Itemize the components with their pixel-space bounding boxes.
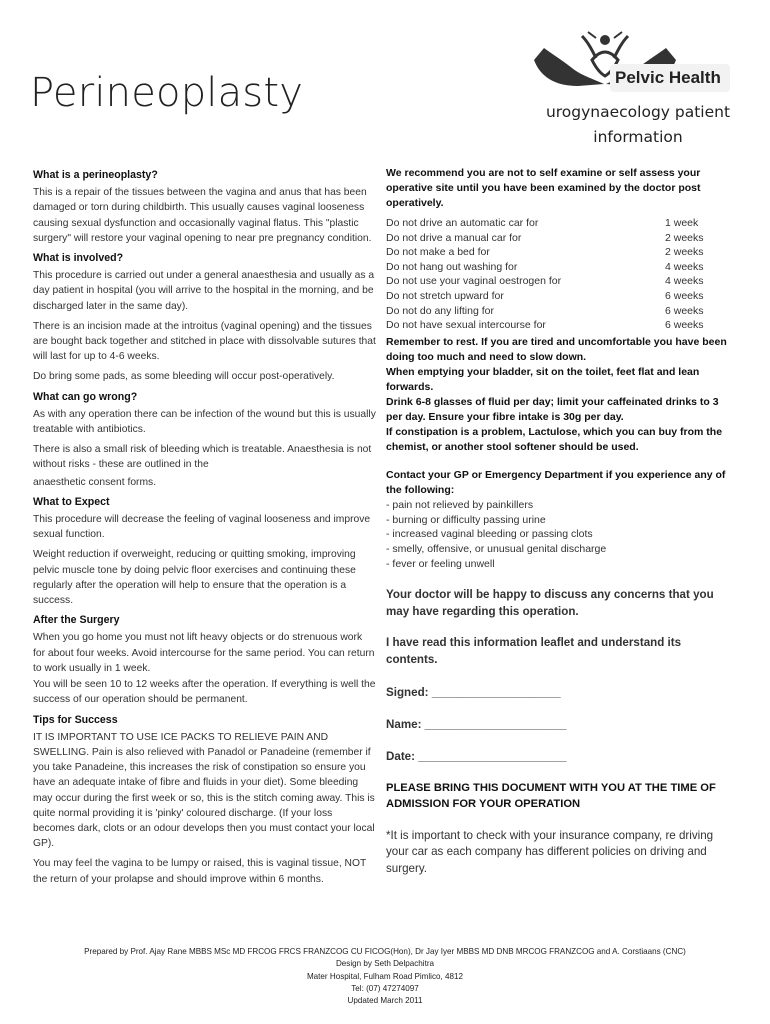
left-column — [33, 168, 376, 892]
right-column — [386, 166, 731, 877]
list-item: - pain not relieved by painkillers — [386, 498, 534, 511]
advice-text: When emptying your bladder, sit on the toilet, feet flat and lean forwards. — [386, 365, 700, 393]
list-item — [386, 304, 731, 319]
list-item — [386, 289, 731, 304]
restriction-text: Do not have sexual intercourse for — [386, 319, 546, 332]
restriction-time: 6 weeks — [665, 289, 704, 302]
list-item — [386, 216, 731, 231]
subtitle-line: information — [593, 128, 683, 146]
footer-line: Updated March 2011 — [347, 996, 423, 1006]
paragraph: When you go home you must not lift heavy objects or do strenuous work for about four weeks. Avoid intercourse for the same period. You can return to work usually in 1 week. — [33, 632, 375, 674]
restriction-text: Do not make a bed for — [386, 246, 490, 259]
section-heading: After the Surgery — [33, 614, 120, 627]
paragraph: This is a repair of the tissues between the vagina and anus that has been damaged or torn during childbirth. This usually causes vaginal looseness causing sexual dysfunction and occasionally vaginal flatus. This "plastic surgery" will restore your vaginal opening to near pre pregnancy condition. — [33, 187, 372, 244]
paragraph: This procedure will decrease the feeling of vaginal looseness and improve sexual function. — [33, 514, 371, 541]
restriction-text: Do not stretch upward for — [386, 289, 504, 302]
restriction-text: Do not drive an automatic car for — [386, 217, 539, 229]
bring-document-note: PLEASE BRING THIS DOCUMENT WITH YOU AT THE TIME OF ADMISSION FOR YOUR OPERATION — [386, 781, 716, 810]
list-item: - increased vaginal bleeding or passing clots — [386, 528, 593, 541]
symptoms-list — [386, 498, 731, 572]
subtitle-line: urogynaecology patient — [545, 103, 731, 121]
list-item — [386, 245, 731, 260]
list-item — [386, 231, 731, 246]
pelvic-health-logo-icon — [526, 24, 736, 104]
restriction-time: 6 weeks — [665, 304, 704, 317]
paragraph: You will be seen 10 to 12 weeks after the operation. If everything is well the success of our operation should be permanent. — [33, 679, 376, 706]
list-item — [386, 260, 731, 275]
read-statement: I have read this information leaflet and understand its contents. — [386, 635, 682, 666]
list-item: - smelly, offensive, or unusual genital discharge — [386, 543, 607, 556]
restriction-time: 2 weeks — [665, 246, 704, 259]
restriction-text: Do not use your vaginal oestrogen for — [386, 275, 562, 288]
intro-text: We recommend you are not to self examine or self assess your operative site until you have been examined by the doctor post operatively. — [386, 167, 701, 209]
contact-heading: Contact your GP or Emergency Department if you experience any of the following: — [386, 468, 726, 496]
insurance-note: *It is important to check with your insurance company, re driving your car as each company has different policies on driving and surgery. — [386, 828, 714, 875]
footer — [0, 946, 770, 1007]
paragraph: IT IS IMPORTANT TO USE ICE PACKS TO RELIEVE PAIN AND SWELLING. Pain is also relieved with Panadol or Panadeine (remember if you take Panadeine, this increases the risk of constipation so ensure you have an adequate intake of fibre and fluids in your diet). Some bleeding may occur during the first week or so, this is the stitch coming away. This is quite normal providing it is 'pinky' coloured discharge. (If your loss becomes dark, clots or an odour develops then you must contact your local GP). — [33, 731, 375, 850]
section-heading: Tips for Success — [33, 713, 118, 726]
paragraph: Weight reduction if overweight, reducing or quitting smoking, improving pelvic muscle tone by doing pelvic floor exercises and continuing these regularly after the operation will help to ensure that the operation is a success. — [33, 549, 356, 607]
paragraph: Do bring some pads, as some bleeding will occur post-operatively. — [33, 371, 335, 383]
restriction-time: 2 weeks — [665, 231, 704, 244]
advice-text: Remember to rest. If you are tired and uncomfortable you have been doing too much and need to slow down. — [386, 335, 727, 363]
section-heading: What is a perineoplasty? — [33, 169, 158, 181]
restrictions-list — [386, 216, 731, 333]
restriction-time: 6 weeks — [665, 319, 704, 332]
subtitle — [538, 100, 738, 150]
list-item: - fever or feeling unwell — [386, 557, 495, 570]
paragraph: You may feel the vagina to be lumpy or raised, this is vaginal tissue, NOT the return of your prolapse and should improve within 6 months. — [33, 858, 367, 885]
restriction-time: 1 week — [665, 217, 699, 229]
logo-text: Pelvic Health — [615, 68, 721, 87]
date-field[interactable]: Date: _______________________ — [386, 749, 567, 763]
list-item — [386, 318, 731, 333]
section-heading: What is involved? — [33, 252, 124, 265]
restriction-time: 4 weeks — [665, 260, 704, 273]
advice-text: If constipation is a problem, Lactulose, which you can buy from the chemist, or another stool softener should be used. — [386, 425, 723, 453]
paragraph: anaesthetic consent forms. — [33, 476, 157, 488]
restriction-text: Do not do any lifting for — [386, 304, 494, 317]
paragraph: There is an incision made at the introitus (vaginal opening) and the tissues are bought back together and stitched in place with dissolvable sutures that will last for up to 4-6 weeks. — [33, 320, 376, 363]
section-heading: What to Expect — [33, 495, 110, 508]
footer-line: Mater Hospital, Fulham Road Pimlico, 4812 — [306, 971, 464, 981]
restriction-time: 4 weeks — [665, 275, 704, 288]
restriction-text: Do not hang out washing for — [386, 260, 518, 273]
list-item — [386, 274, 731, 289]
paragraph: There is also a small risk of bleeding which is treatable. Anaesthesia is not without risks - these are outlined in the — [33, 444, 372, 471]
advice-text: Drink 6-8 glasses of fluid per day; limit your caffeinated drinks to 3 per day. Ensure your fibre intake is 30g per day. — [386, 395, 719, 423]
list-item: - burning or difficulty passing urine — [386, 513, 546, 526]
section-heading: What can go wrong? — [33, 390, 138, 403]
doctor-note: Your doctor will be happy to discuss any concerns that you may have regarding this operation. — [386, 587, 714, 618]
name-field[interactable]: Name: ______________________ — [386, 717, 567, 731]
footer-line: Prepared by Prof. Ajay Rane MBBS MSc MD FRCOG FRCS FRANZCOG CU FICOG(Hon), Dr Jay Iyer MBBS MD DNB MRCOG FRANZCOG and A. Corstiaans (CNC) — [84, 947, 686, 956]
signed-field[interactable]: Signed: ____________________ — [386, 685, 561, 699]
paragraph: As with any operation there can be infection of the wound but this is usually treatable with antibiotics. — [33, 408, 376, 436]
footer-line: Design by Seth Delpachitra — [335, 959, 435, 969]
footer-line: Tel: (07) 47274097 — [351, 983, 419, 993]
restriction-text: Do not drive a manual car for — [386, 231, 522, 244]
paragraph: This procedure is carried out under a general anaesthesia and usually as a day patient in hospital (you will arrive to the hospital in the morning, and be discharged later in the same day). — [33, 270, 375, 312]
page-title: Perineoplasty — [30, 70, 304, 116]
